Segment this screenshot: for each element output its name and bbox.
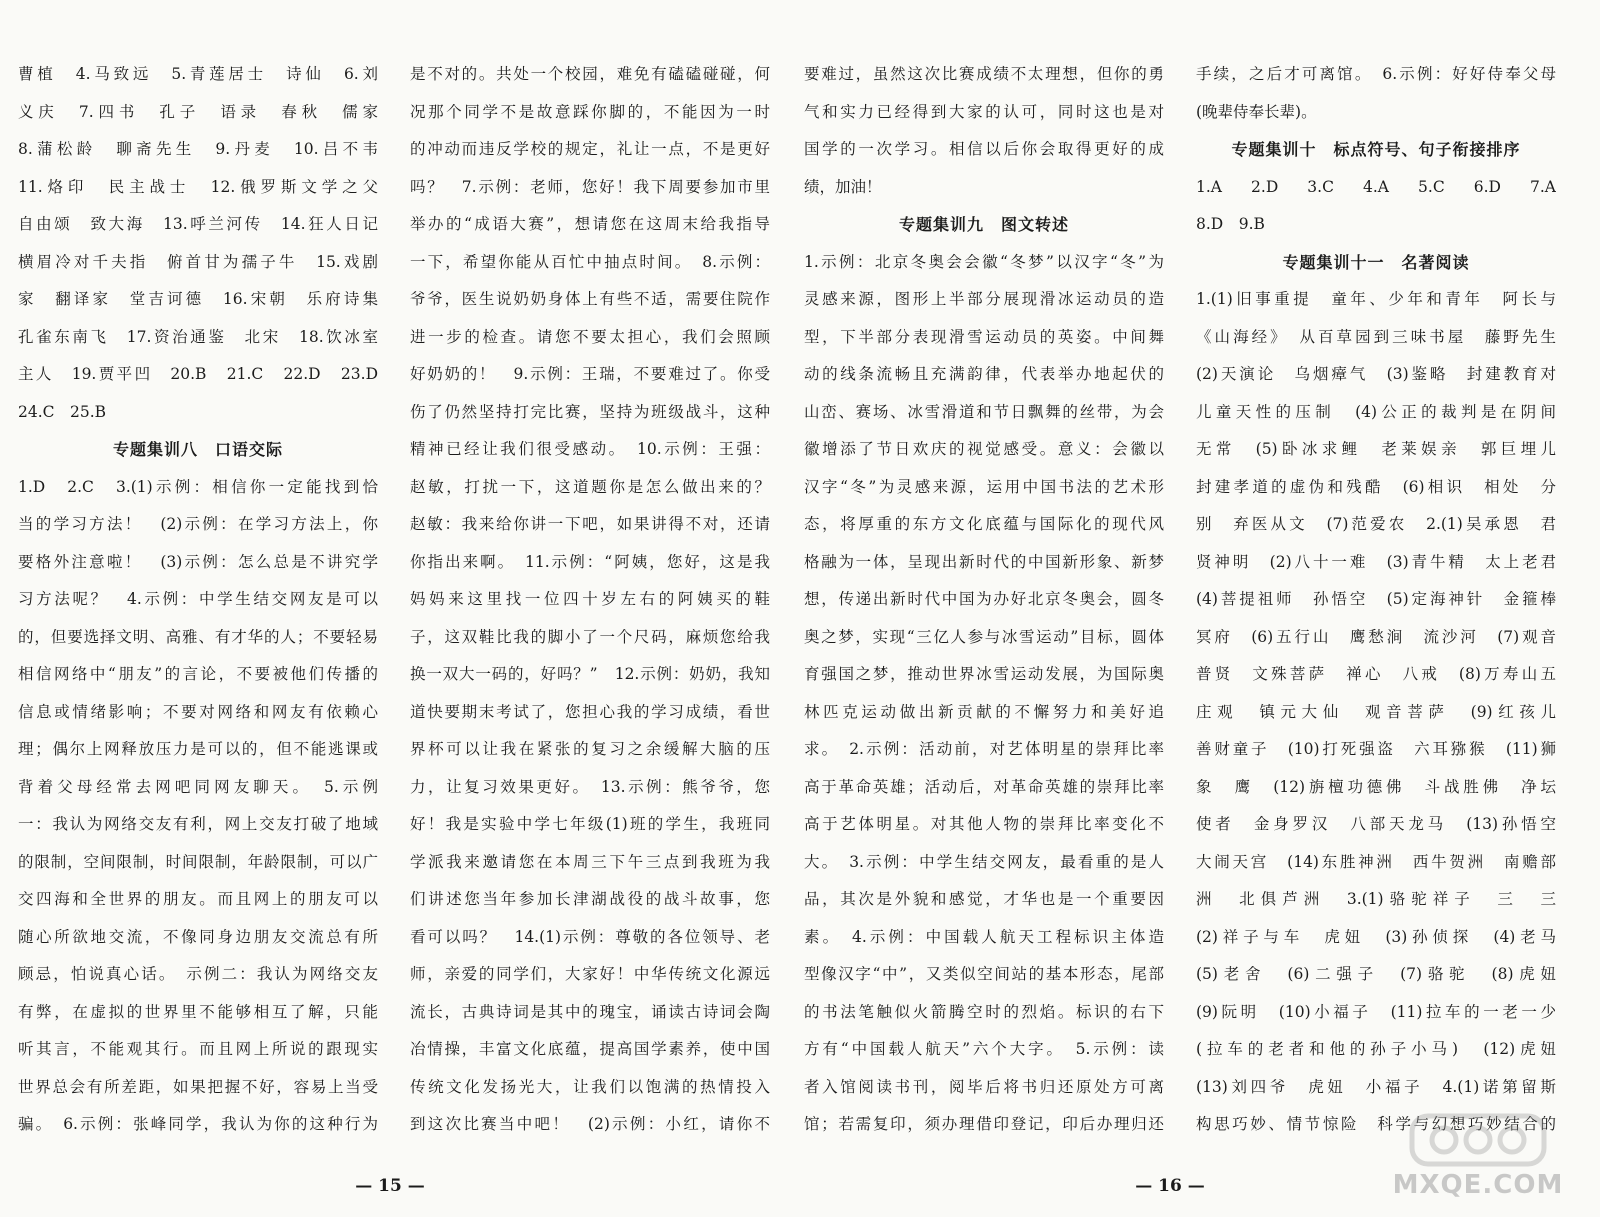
text-line: 格融为一体，呈现出新时代的中国新形象、新梦 xyxy=(804,552,1164,571)
text-line: 型像汉字“中”，又类似空间站的基本形态，尾部 xyxy=(804,965,1164,983)
text-line: 灵感来源，图形上半部分展现滑冰运动员的造 xyxy=(804,290,1164,308)
text-column xyxy=(1196,56,1556,1144)
text-line: 精神已经让我们很受感动。 10.示例：王强： xyxy=(410,440,770,458)
text-line: 流长，古典诗词是其中的瑰宝，诵读古诗词会陶 xyxy=(410,1002,770,1021)
text-line: 国学的一次学习。相信以后你会取得更好的成 xyxy=(804,140,1164,158)
text-line: 举办的“成语大赛”，想请您在这周末给我指导 xyxy=(410,215,770,233)
text-line: 大。 3.示例：中学生结交网友，最看重的是人 xyxy=(804,852,1164,871)
text-line: (晚辈侍奉长辈)。 xyxy=(1196,102,1317,121)
text-line: 学派我来邀请您在本周三下午三点到我班为我 xyxy=(410,852,770,871)
text-line: 的冲动而违反学校的规定，礼让一点，不是更好 xyxy=(410,140,770,158)
text-column xyxy=(410,56,770,1144)
text-line: (拉车的老者和他的孙子小马) (12)虎妞 xyxy=(1196,1040,1556,1058)
text-line: 力，让复习效果更好。 13.示例：熊爷爷，您 xyxy=(410,777,770,796)
text-line: 1.(1)旧事重提 童年、少年和青年 阿长与 xyxy=(1196,290,1556,308)
text-line: 赵敏：我来给你讲一下吧，如果讲得不对，还请 xyxy=(410,515,770,533)
section-heading: 专题集训九 图文转述 xyxy=(898,215,1069,234)
text-line: 的书法笔触似火箭腾空时的烈焰。标识的右下 xyxy=(804,1002,1164,1021)
text-line: 相信网络中“朋友”的言论，不要被他们传播的 xyxy=(18,665,378,683)
section-heading: 专题集训十一 名著阅读 xyxy=(1282,252,1470,272)
text-line: 主人 19.贾平凹 20.B 21.C 22.D 23.D xyxy=(18,365,378,383)
text-line: 你指出来啊。 11.示例：“阿姨，您好，这是我 xyxy=(410,552,770,571)
text-column xyxy=(18,56,378,1144)
text-line: 吗？ 7.示例：老师，您好！我下周要参加市里 xyxy=(410,177,770,196)
text-line: 态，将厚重的东方文化底蕴与国际化的现代风 xyxy=(804,515,1164,533)
text-line: 换一双大一码的，好吗？” 12.示例：奶奶，我知 xyxy=(410,665,770,683)
text-line: 要难过，虽然这次比赛成绩不太理想，但你的勇 xyxy=(804,65,1164,83)
text-line: 封建孝道的虚伪和残酷 (6)相识 相处 分 xyxy=(1196,477,1556,496)
text-line: 方有“中国载人航天”六个大字。 5.示例：读 xyxy=(804,1040,1164,1058)
text-line: 8.蒲松龄 聊斋先生 9.丹麦 10.吕不韦 xyxy=(18,140,378,158)
text-line: 别 弃医从文 (7)范爱农 2.(1)吴承恩 君 xyxy=(1196,515,1556,533)
text-line: 随心所欲地交流，不像同身边朋友交流总有所 xyxy=(18,927,378,946)
text-line: 动的线条流畅且充满韵律，代表举办地起伏的 xyxy=(804,365,1164,383)
text-line: 汉字“冬”为灵感来源，运用中国书法的艺术形 xyxy=(804,477,1164,496)
text-line: 无常 (5)卧冰求鲤 老莱娱亲 郭巨埋儿 xyxy=(1196,440,1556,458)
text-line: 善财童子 (10)打死强盗 六耳猕猴 (11)狮 xyxy=(1196,740,1556,758)
text-line: 构思巧妙、情节惊险 科学与幻想巧妙结合的 xyxy=(1196,1115,1556,1133)
text-line: 义庆 7.四书 孔子 语录 春秋 儒家 xyxy=(18,102,378,121)
text-line: 当的学习方法！ (2)示例：在学习方法上，你 xyxy=(18,515,378,533)
text-line: 洲 北俱芦洲 3.(1)骆驼祥子 三 三 xyxy=(1196,890,1556,908)
text-line: 孔雀东南飞 17.资治通鉴 北宋 18.饮冰室 xyxy=(18,327,378,346)
text-line: 林匹克运动做出新贡献的不懈努力和美好追 xyxy=(804,702,1164,721)
text-line: 顾忌，怕说真心话。 示例二：我认为网络交友 xyxy=(18,965,378,983)
text-line: 11.烙印 民主战士 12.俄罗斯文学之父 xyxy=(18,177,378,196)
text-line: (13)刘四爷 虎妞 小福子 4.(1)诺第留斯 xyxy=(1196,1077,1556,1096)
text-line: 想，传递出新时代中国为办好北京冬奥会，圆冬 xyxy=(804,590,1164,608)
text-line: 1.D 2.C 3.(1)示例：相信你一定能找到恰 xyxy=(18,477,378,496)
text-line: 1.A 2.D 3.C 4.A 5.C 6.D 7.A xyxy=(1196,177,1556,196)
text-line: 好奶奶的！ 9.示例：王瑞，不要难过了。你受 xyxy=(410,365,770,383)
section-heading: 专题集训十 标点符号、句子衔接排序 xyxy=(1231,140,1521,159)
text-line: 曹植 4.马致远 5.青莲居士 诗仙 6.刘 xyxy=(18,65,378,83)
text-line: 象 鹰 (12)旃檀功德佛 斗战胜佛 净坛 xyxy=(1196,777,1556,796)
text-line: 手续，之后才可离馆。 6.示例：好好侍奉父母 xyxy=(1196,65,1556,83)
text-line: 到这次比赛当中吧！ (2)示例：小红，请你不 xyxy=(410,1115,770,1133)
text-line: 道快要期末考试了，您担心我的学习成绩，看世 xyxy=(410,702,770,721)
text-line: 一：我认为网络交友有利，网上交友打破了地域 xyxy=(18,815,378,833)
text-line: 贤神明 (2)八十一难 (3)青牛精 太上老君 xyxy=(1196,552,1556,571)
text-line: 大闹天宫 (14)东胜神洲 西牛贺洲 南赡部 xyxy=(1196,852,1556,871)
text-line: 高于艺体明星。对其他人物的崇拜比率变化不 xyxy=(804,815,1164,833)
text-line: 型，下半部分表现滑雪运动员的英姿。中间舞 xyxy=(804,327,1164,346)
text-line: 师，亲爱的同学们，大家好！中华传统文化源远 xyxy=(410,965,770,983)
text-line: 家 翻译家 堂吉诃德 16.宋朝 乐府诗集 xyxy=(18,290,378,308)
text-line: 气和实力已经得到大家的认可，同时这也是对 xyxy=(804,102,1164,121)
text-line: 进一步的检查。请您不要太担心，我们会照顾 xyxy=(410,327,770,346)
text-line: (9)阮明 (10)小福子 (11)拉车的一老一少 xyxy=(1196,1002,1556,1021)
text-line: 求。 2.示例：活动前，对艺体明星的崇拜比率 xyxy=(804,740,1164,758)
text-line: 横眉冷对千夫指 俯首甘为孺子牛 15.戏剧 xyxy=(18,252,378,271)
text-line: 背着父母经常去网吧同网友聊天。 5.示例 xyxy=(18,777,378,796)
text-line: 们讲述您当年参加长津湖战役的战斗故事，您 xyxy=(410,890,770,908)
text-line: 普贤 文殊菩萨 禅心 八戒 (8)万寿山五 xyxy=(1196,665,1556,683)
text-line: 冶情操，丰富文化底蕴，提高国学素养，使中国 xyxy=(410,1040,770,1058)
text-line: 的限制，空间限制，时间限制，年龄限制，可以广 xyxy=(18,852,378,871)
text-line: 信息或情绪影响；不要对网络和网友有依赖心 xyxy=(18,702,378,721)
text-line: (2)天演论 乌烟瘴气 (3)鉴略 封建教育对 xyxy=(1196,365,1556,383)
text-line: 的，但要选择文明、高雅、有才华的人；不要轻易 xyxy=(18,627,378,646)
text-line: 绩，加油！ xyxy=(804,177,882,196)
text-line: (2)祥子与车 虎妞 (3)孙侦探 (4)老马 xyxy=(1196,927,1556,946)
text-line: 界杯可以让我在紧张的复习之余缓解大脑的压 xyxy=(410,740,770,758)
text-line: 一下，希望你能从百忙中抽点时间。 8.示例： xyxy=(410,252,770,271)
text-column xyxy=(804,56,1164,1144)
text-line: 《山海经》 从百草园到三味书屋 藤野先生 xyxy=(1196,327,1556,346)
text-line: 者入馆阅读书刊，阅毕后将书归还原处方可离 xyxy=(804,1077,1164,1096)
text-line: 好！我是实验中学七年级(1)班的学生，我班同 xyxy=(410,815,770,833)
text-line: 素。 4.示例：中国载人航天工程标识主体造 xyxy=(804,927,1164,946)
text-line: (4)菩提祖师 孙悟空 (5)定海神针 金箍棒 xyxy=(1196,590,1556,608)
text-line: 习方法呢？ 4.示例：中学生结交网友是可以 xyxy=(18,590,378,608)
text-line: 冥府 (6)五行山 鹰愁涧 流沙河 (7)观音 xyxy=(1196,627,1556,646)
text-line: 听其言，不能观其行。而且网上所说的跟现实 xyxy=(18,1040,378,1058)
section-heading: 专题集训八 口语交际 xyxy=(112,440,283,459)
text-line: 徽增添了节日欢庆的视觉感受。意义：会徽以 xyxy=(804,440,1164,458)
page-number-right: — 16 — xyxy=(1135,1176,1205,1196)
text-line: 1.示例：北京冬奥会会徽“冬梦”以汉字“冬”为 xyxy=(804,252,1164,271)
text-line: 妈妈来这里找一位四十岁左右的阿姨买的鞋 xyxy=(410,590,770,608)
text-line: 交四海和全世界的朋友。而且网上的朋友可以 xyxy=(18,890,378,908)
text-line: 理；偶尔上网释放压力是可以的，但不能逃课或 xyxy=(18,740,378,758)
text-line: 看可以吗？ 14.(1)示例：尊敬的各位领导、老 xyxy=(410,927,770,946)
text-line: 高于革命英雄；活动后，对革命英雄的崇拜比率 xyxy=(804,777,1164,796)
text-line: 是不对的。共处一个校园，难免有磕磕碰碰，何 xyxy=(410,65,770,83)
text-line: 有弊，在虚拟的世界里不能够相互了解，只能 xyxy=(18,1002,378,1021)
text-line: 庄观 镇元大仙 观音菩萨 (9)红孩儿 xyxy=(1196,702,1556,721)
text-line: 8.D 9.B xyxy=(1196,215,1265,233)
text-line: 爷爷，医生说奶奶身体上有些不适，需要住院作 xyxy=(410,290,770,308)
text-line: 自由颂 致大海 13.呼兰河传 14.狂人日记 xyxy=(18,215,378,233)
text-line: 24.C 25.B xyxy=(18,402,107,421)
text-line: 馆；若需复印，须办理借印登记，印后办理归还 xyxy=(804,1115,1164,1133)
text-line: 儿童天性的压制 (4)公正的裁判是在阴间 xyxy=(1196,402,1556,421)
text-line: 山峦、赛场、冰雪滑道和节日飘舞的丝带，为会 xyxy=(804,402,1164,421)
watermark-text: MXQE.COM xyxy=(1392,1170,1564,1200)
text-line: 子，这双鞋比我的脚小了一个尺码，麻烦您给我 xyxy=(410,627,770,646)
text-line: (5)老舍 (6)二强子 (7)骆驼 (8)虎妞 xyxy=(1196,965,1556,983)
text-line: 世界总会有所差距，如果把握不好，容易上当受 xyxy=(18,1077,378,1096)
text-line: 使者 金身罗汉 八部天龙马 (13)孙悟空 xyxy=(1196,815,1556,833)
text-line: 伤了仍然坚持打完比赛，坚持为班级战斗，这种 xyxy=(410,402,770,421)
text-line: 传统文化发扬光大，让我们以饱满的热情投入 xyxy=(410,1077,770,1096)
text-line: 育强国之梦，推动世界冰雪运动发展，为国际奥 xyxy=(804,665,1164,683)
page-number-left: — 15 — xyxy=(355,1176,425,1196)
text-line: 要格外注意啦！ (3)示例：怎么总是不讲究学 xyxy=(18,552,378,571)
text-line: 奥之梦，实现“三亿人参与冰雪运动”目标，圆体 xyxy=(804,627,1164,646)
text-line: 品，其次是外貌和感觉，才华也是一个重要因 xyxy=(804,890,1164,908)
text-line: 赵敏，打扰一下，这道题你是怎么做出来的？ xyxy=(410,477,770,496)
text-line: 况那个同学不是故意踩你脚的，不能因为一时 xyxy=(410,102,770,121)
text-line: 骗。 6.示例：张峰同学，我认为你的这种行为 xyxy=(18,1115,378,1133)
